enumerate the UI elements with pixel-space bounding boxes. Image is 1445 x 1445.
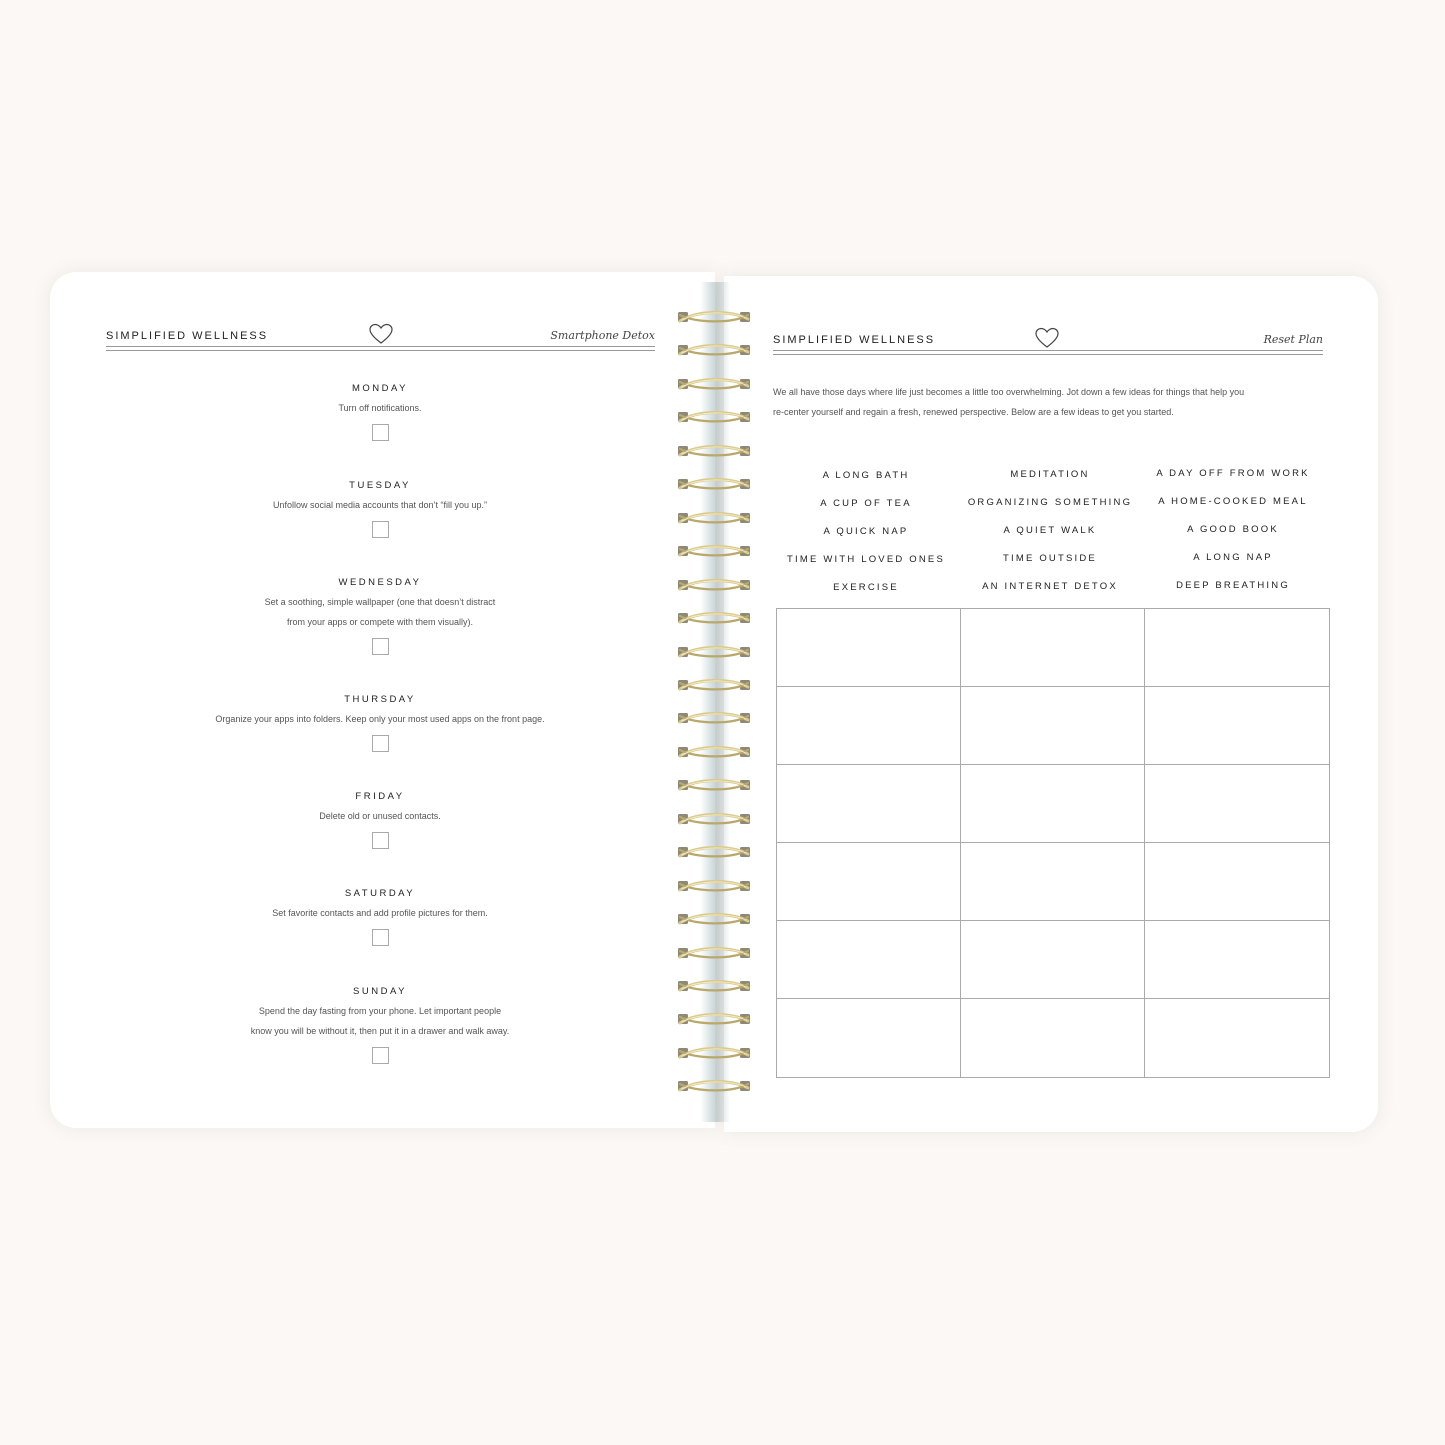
day-name: SUNDAY bbox=[353, 986, 407, 997]
idea-item: A LONG BATH bbox=[822, 470, 910, 481]
right-brand-title: SIMPLIFIED WELLNESS bbox=[773, 334, 936, 346]
intro-line: We all have those days where life just becomes a little too overwhelming. Jot down a few ideas for things that help you bbox=[773, 387, 1245, 397]
idea-item: A CUP OF TEA bbox=[820, 498, 912, 509]
grid-cell[interactable] bbox=[961, 921, 1145, 999]
tuesday-checkbox[interactable] bbox=[372, 521, 389, 538]
spiral-coil-icon bbox=[676, 744, 752, 760]
grid-cell[interactable] bbox=[961, 609, 1145, 687]
grid-cell[interactable] bbox=[961, 765, 1145, 843]
day-task: Organize your apps into folders. Keep only your most used apps on the front page. bbox=[215, 714, 545, 724]
left-header bbox=[106, 322, 655, 352]
right-header bbox=[773, 326, 1323, 356]
thursday-checkbox[interactable] bbox=[372, 735, 389, 752]
friday-checkbox[interactable] bbox=[372, 832, 389, 849]
idea-item: TIME OUTSIDE bbox=[1003, 553, 1097, 564]
grid-cell[interactable] bbox=[777, 765, 961, 843]
grid-cell[interactable] bbox=[1145, 687, 1329, 765]
grid-cell[interactable] bbox=[961, 843, 1145, 921]
day-monday bbox=[120, 383, 640, 441]
day-name: MONDAY bbox=[352, 383, 408, 394]
grid-cell[interactable] bbox=[777, 609, 961, 687]
idea-item: EXERCISE bbox=[833, 582, 899, 593]
right-page-subtitle: Reset Plan bbox=[1263, 333, 1323, 346]
wednesday-checkbox[interactable] bbox=[372, 638, 389, 655]
day-task: Unfollow social media accounts that don’t “fill you up.” bbox=[272, 500, 488, 510]
spiral-coil-icon bbox=[676, 710, 752, 726]
left-page-subtitle: Smartphone Detox bbox=[550, 329, 655, 342]
spiral-coil-icon bbox=[676, 376, 752, 392]
day-wednesday bbox=[120, 577, 640, 655]
day-thursday bbox=[120, 694, 640, 752]
spiral-coil-icon bbox=[676, 409, 752, 425]
spiral-coil-icon bbox=[676, 644, 752, 660]
idea-item: ORGANIZING SOMETHING bbox=[967, 497, 1133, 508]
grid-cell[interactable] bbox=[1145, 921, 1329, 999]
day-task: Set favorite contacts and add profile pictures for them. bbox=[272, 908, 488, 918]
grid-cell[interactable] bbox=[777, 843, 961, 921]
spiral-coil-icon bbox=[676, 443, 752, 459]
heart-outline-icon bbox=[368, 322, 394, 346]
page-edge-shadow bbox=[700, 282, 730, 1122]
grid-cell[interactable] bbox=[777, 687, 961, 765]
reset-plan-intro bbox=[773, 382, 1333, 422]
spiral-coil-icon bbox=[676, 309, 752, 325]
grid-cell[interactable] bbox=[961, 999, 1145, 1077]
grid-cell[interactable] bbox=[777, 921, 961, 999]
saturday-checkbox[interactable] bbox=[372, 929, 389, 946]
day-name: TUESDAY bbox=[349, 480, 411, 491]
spiral-coil-icon bbox=[676, 342, 752, 358]
spiral-coil-icon bbox=[676, 476, 752, 492]
grid-cell[interactable] bbox=[1145, 765, 1329, 843]
day-task bbox=[120, 1001, 640, 1041]
intro-line: re-center yourself and regain a fresh, renewed perspective. Below are a few ideas to get you started. bbox=[773, 407, 1174, 417]
grid-cell[interactable] bbox=[777, 999, 961, 1077]
monday-checkbox[interactable] bbox=[372, 424, 389, 441]
grid-cell[interactable] bbox=[961, 687, 1145, 765]
day-friday bbox=[120, 791, 640, 849]
grid-cell[interactable] bbox=[1145, 609, 1329, 687]
spiral-coil-icon bbox=[676, 610, 752, 626]
spiral-coil-icon bbox=[676, 543, 752, 559]
day-name: FRIDAY bbox=[355, 791, 405, 802]
day-name: SATURDAY bbox=[344, 888, 416, 899]
spiral-coil-icon bbox=[676, 777, 752, 793]
sunday-checkbox[interactable] bbox=[372, 1047, 389, 1064]
day-saturday bbox=[120, 888, 640, 946]
day-task: Delete old or unused contacts. bbox=[319, 811, 441, 821]
header-double-rule bbox=[773, 350, 1323, 355]
idea-item: A DAY OFF FROM WORK bbox=[1156, 468, 1310, 479]
reset-plan-grid bbox=[776, 608, 1330, 1078]
spiral-coil-icon bbox=[676, 577, 752, 593]
idea-item: A LONG NAP bbox=[1193, 552, 1273, 563]
spiral-coil-icon bbox=[676, 978, 752, 994]
idea-item: A QUICK NAP bbox=[823, 526, 909, 537]
idea-item: MEDITATION bbox=[1010, 469, 1090, 480]
heart-outline-icon bbox=[1034, 326, 1060, 350]
grid-cell[interactable] bbox=[1145, 843, 1329, 921]
idea-item: TIME WITH LOVED ONES bbox=[786, 554, 945, 565]
day-task bbox=[120, 592, 640, 632]
left-brand-title: SIMPLIFIED WELLNESS bbox=[106, 330, 269, 342]
day-task-line: know you will be without it, then put it in a drawer and walk away. bbox=[250, 1026, 510, 1036]
day-tuesday bbox=[120, 480, 640, 538]
day-sunday bbox=[120, 986, 640, 1064]
day-name: THURSDAY bbox=[344, 694, 416, 705]
spiral-coil-icon bbox=[676, 1011, 752, 1027]
spiral-coil-icon bbox=[676, 811, 752, 827]
idea-item: A HOME-COOKED MEAL bbox=[1158, 496, 1308, 507]
spiral-coil-icon bbox=[676, 1078, 752, 1094]
idea-item: A QUIET WALK bbox=[1003, 525, 1097, 536]
day-task-line: from your apps or compete with them visually). bbox=[286, 617, 474, 627]
spiral-coil-icon bbox=[676, 945, 752, 961]
idea-item: A GOOD BOOK bbox=[1187, 524, 1279, 535]
spiral-coil-icon bbox=[676, 677, 752, 693]
header-double-rule bbox=[106, 346, 655, 351]
spiral-coil-icon bbox=[676, 911, 752, 927]
spiral-coil-icon bbox=[676, 844, 752, 860]
spiral-coil-icon bbox=[676, 1045, 752, 1061]
idea-item: AN INTERNET DETOX bbox=[982, 581, 1118, 592]
grid-cell[interactable] bbox=[1145, 999, 1329, 1077]
spiral-coil-icon bbox=[676, 878, 752, 894]
idea-item: DEEP BREATHING bbox=[1176, 580, 1290, 591]
day-task: Turn off notifications. bbox=[338, 403, 422, 413]
day-task-line: Set a soothing, simple wallpaper (one that doesn’t distract bbox=[264, 597, 496, 607]
day-name: WEDNESDAY bbox=[338, 577, 422, 588]
day-task-line: Spend the day fasting from your phone. Let important people bbox=[258, 1006, 502, 1016]
spiral-coil-icon bbox=[676, 510, 752, 526]
